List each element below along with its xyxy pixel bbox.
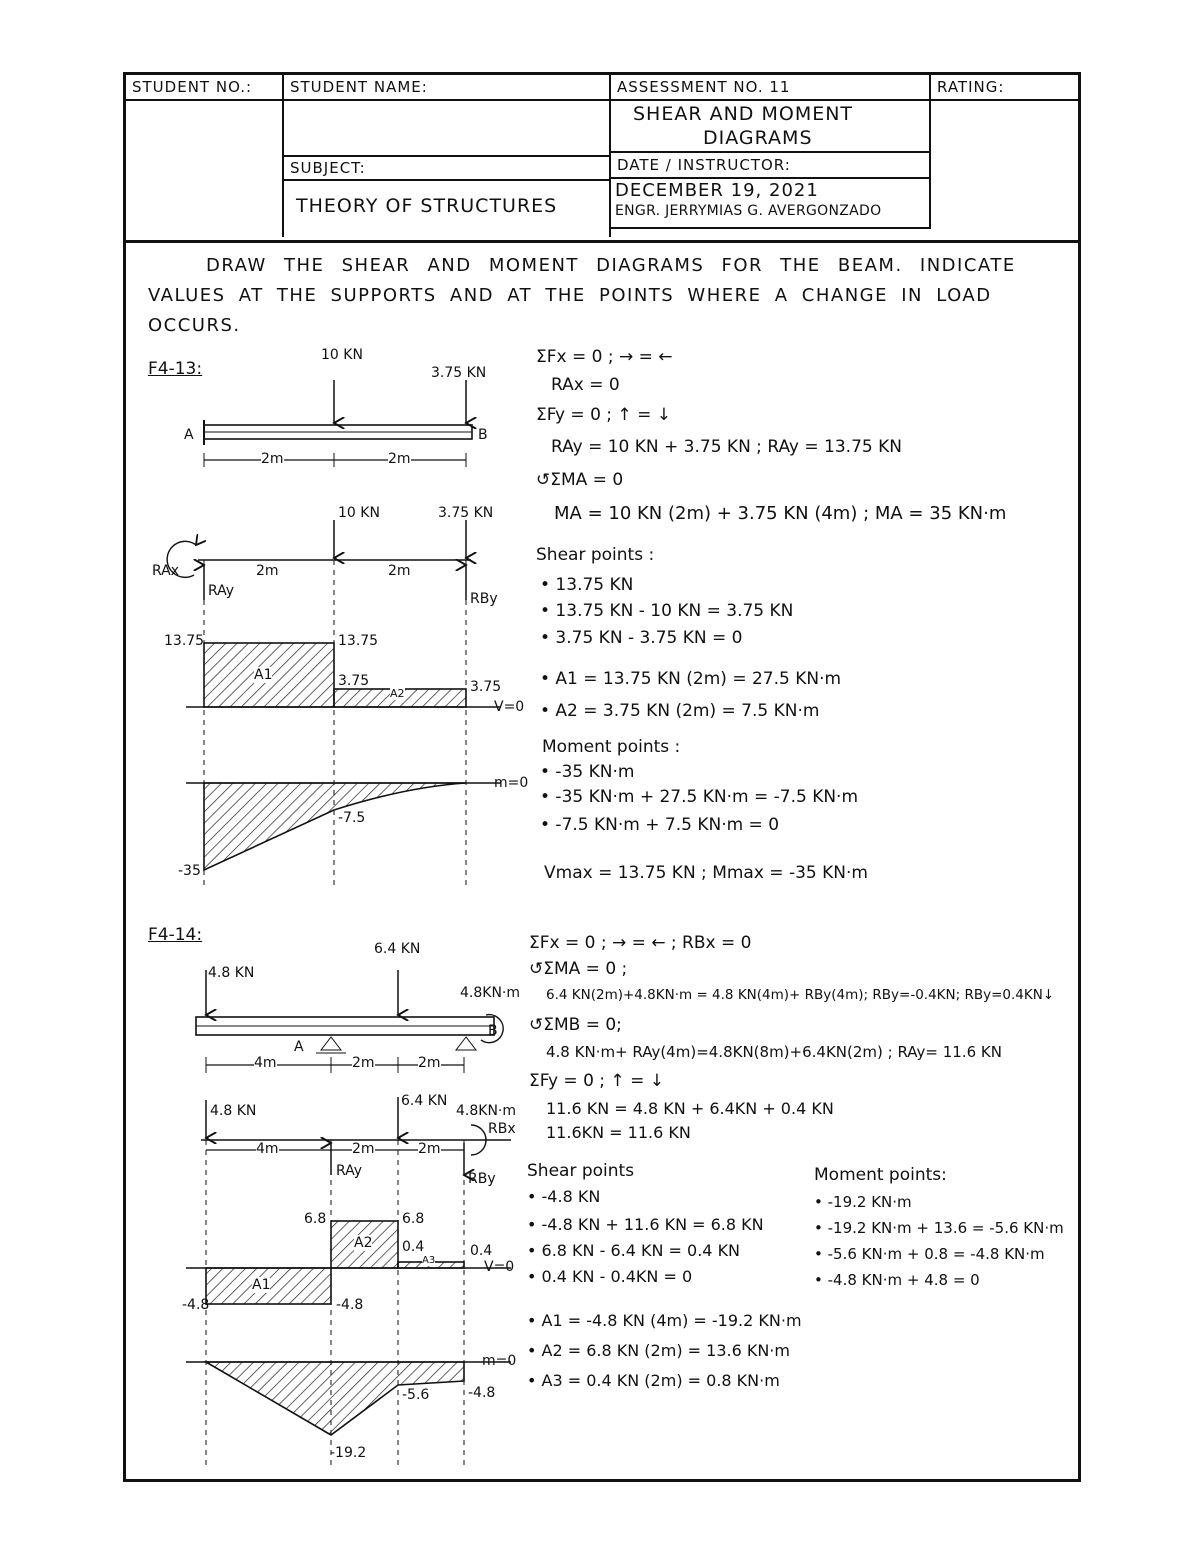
p14-beam-dim1: 4m [254, 1055, 277, 1071]
p14-fbd-ray: RAy [336, 1163, 363, 1179]
p14-moment-pt-3: • -4.8 KN·m + 4.8 = 0 [814, 1271, 980, 1289]
instruction-line2: VALUES AT THE SUPPORTS AND AT THE POINTS WHERE A CHANGE IN LOAD [148, 285, 992, 306]
p14-moment-pt-2: • -5.6 KN·m + 0.8 = -4.8 KN·m [814, 1245, 1045, 1263]
p13-moment-title: Moment points : [542, 737, 681, 757]
p13-moment-pt-1: • -35 KN·m + 27.5 KN·m = -7.5 KN·m [540, 787, 859, 807]
p14-eq-1: ↺ΣMA = 0 ; [529, 959, 628, 979]
subject-value: THEORY OF STRUCTURES [296, 195, 558, 217]
moment-diagram-13 [186, 783, 501, 870]
p14-moment-pt-0: • -19.2 KN·m [814, 1193, 912, 1211]
p13-fbd-load1: 10 KN [338, 505, 380, 521]
p14-shear-pt-0: • -4.8 KN [527, 1187, 601, 1206]
p14-v5: 0.4 [402, 1239, 425, 1255]
beam-13 [204, 380, 472, 467]
student-no-label: STUDENT NO.: [132, 78, 253, 96]
p13-fbd-rax: RAx [152, 563, 180, 579]
p14-v6: 0.4 [470, 1243, 493, 1259]
p13-area-1: • A2 = 3.75 KN (2m) = 7.5 KN·m [540, 701, 820, 721]
p13-v4: 3.75 [470, 679, 502, 695]
p14-eq-3: ↺ΣMB = 0; [529, 1015, 622, 1035]
p14-a2: A2 [354, 1235, 373, 1251]
p14-area-1: • A2 = 6.8 KN (2m) = 13.6 KN·m [527, 1341, 790, 1360]
p13-eq-4: ↺ΣMA = 0 [536, 470, 624, 490]
p14-shear-pt-3: • 0.4 KN - 0.4KN = 0 [527, 1267, 693, 1286]
p14-m2: -5.6 [402, 1387, 430, 1403]
p13-eq-2: ΣFy = 0 ; ↑ = ↓ [536, 405, 671, 425]
p13-shear-title: Shear points : [536, 545, 655, 565]
p14-eq-7: 11.6KN = 11.6 KN [546, 1123, 691, 1142]
instruction-line3: OCCURS. [148, 315, 241, 336]
p13-beam-dim1: 2m [261, 451, 284, 467]
p14-fbd-moment: 4.8KN·m [456, 1103, 517, 1119]
p14-fbd-load1: 4.8 KN [210, 1103, 257, 1119]
p14-beam-b: B [488, 1023, 498, 1039]
title-line1: SHEAR AND MOMENT [633, 103, 854, 125]
p13-eq-5: MA = 10 KN (2m) + 3.75 KN (4m) ; MA = 35 KN·m [554, 503, 1007, 524]
p14-area-0: • A1 = -4.8 KN (4m) = -19.2 KN·m [527, 1311, 802, 1330]
p14-m-axis: m=0 [482, 1353, 517, 1369]
p14-fbd-rby: RBy [468, 1171, 496, 1187]
p14-v1: -4.8 [182, 1297, 210, 1313]
p14-moment-pt-1: • -19.2 KN·m + 13.6 = -5.6 KN·m [814, 1219, 1064, 1237]
assessment-sheet [123, 72, 1081, 1482]
p14-a3: A3 [422, 1255, 436, 1266]
p14-moment-title: Moment points: [814, 1165, 947, 1185]
p13-fbd-rby: RBy [470, 591, 498, 607]
p14-v2: -4.8 [336, 1297, 364, 1313]
p14-beam-load1: 4.8 KN [208, 965, 255, 981]
p13-v3: 3.75 [338, 673, 370, 689]
p14-fbd-dim2: 2m [352, 1141, 375, 1157]
rating-label: RATING: [937, 78, 1005, 96]
p14-m1: -19.2 [330, 1445, 367, 1461]
p14-beam-a: A [294, 1039, 304, 1055]
p13-eq-0: ΣFx = 0 ; → = ← [536, 347, 673, 367]
p14-a1: A1 [252, 1277, 271, 1293]
beam-14 [196, 970, 503, 1073]
p13-beam-load1: 10 KN [321, 347, 363, 363]
p14-beam-dim2: 2m [352, 1055, 375, 1071]
p14-fbd-rbx: RBx [488, 1121, 516, 1137]
p14-beam-moment: 4.8KN·m [460, 985, 521, 1001]
date-label: DATE / INSTRUCTOR: [617, 156, 791, 174]
p13-m-axis: m=0 [494, 775, 529, 791]
p13-shear-pt-2: • 3.75 KN - 3.75 KN = 0 [540, 628, 743, 648]
p14-beam-load2: 6.4 KN [374, 941, 421, 957]
p14-shear-pt-2: • 6.8 KN - 6.4 KN = 0.4 KN [527, 1241, 741, 1260]
p14-eq-2: 6.4 KN(2m)+4.8KN·m = 4.8 KN(4m)+ RBy(4m); RBy=-0.4KN; RBy=0.4KN↓ [546, 987, 1055, 1003]
problem-13-label: F4-13: [148, 359, 203, 379]
p13-v2: 13.75 [338, 633, 379, 649]
student-name-label: STUDENT NAME: [290, 78, 428, 96]
p14-eq-4: 4.8 KN·m+ RAy(4m)=4.8KN(8m)+6.4KN(2m) ; RAy= 11.6 KN [546, 1043, 1002, 1061]
p13-v-axis: V=0 [494, 699, 525, 715]
p14-shear-pt-1: • -4.8 KN + 11.6 KN = 6.8 KN [527, 1215, 764, 1234]
p13-beam-a: A [184, 427, 194, 443]
date-value: DECEMBER 19, 2021 [615, 180, 819, 201]
p14-fbd-dim3: 2m [418, 1141, 441, 1157]
assessment-label: ASSESSMENT NO. 11 [617, 78, 791, 96]
instruction-line1: DRAW THE SHEAR AND MOMENT DIAGRAMS FOR THE BEAM. INDICATE [206, 255, 1016, 276]
p14-fbd-dim1: 4m [256, 1141, 279, 1157]
p14-fbd-load2: 6.4 KN [401, 1093, 448, 1109]
p13-a1: A1 [254, 667, 273, 683]
p13-fbd-dim2: 2m [388, 563, 411, 579]
p14-v3: 6.8 [304, 1211, 327, 1227]
p13-m1: -35 [178, 863, 201, 879]
p14-m3: -4.8 [468, 1385, 496, 1401]
p13-area-0: • A1 = 13.75 KN (2m) = 27.5 KN·m [540, 669, 842, 689]
moment-diagram-14 [186, 1362, 511, 1435]
shear-diagram-14 [186, 1221, 511, 1304]
p13-beam-load2: 3.75 KN [431, 365, 487, 381]
p14-beam-dim3: 2m [418, 1055, 441, 1071]
p13-m2: -7.5 [338, 810, 366, 826]
problem-14-label: F4-14: [148, 925, 203, 945]
p13-a2: A2 [390, 687, 405, 700]
p14-eq-6: 11.6 KN = 4.8 KN + 6.4KN + 0.4 KN [546, 1099, 834, 1118]
title-line2: DIAGRAMS [703, 127, 813, 149]
p14-shear-title: Shear points [527, 1161, 635, 1181]
p13-fbd-dim1: 2m [256, 563, 279, 579]
p13-beam-dim2: 2m [388, 451, 411, 467]
p14-eq-5: ΣFy = 0 ; ↑ = ↓ [529, 1071, 664, 1091]
instructor-value: ENGR. JERRYMIAS G. AVERGONZADO [615, 203, 882, 219]
p13-beam-b: B [478, 427, 488, 443]
p13-eq-3: RAy = 10 KN + 3.75 KN ; RAy = 13.75 KN [551, 437, 902, 457]
p13-shear-pt-1: • 13.75 KN - 10 KN = 3.75 KN [540, 601, 794, 621]
p13-moment-pt-2: • -7.5 KN·m + 7.5 KN·m = 0 [540, 815, 780, 835]
p14-area-2: • A3 = 0.4 KN (2m) = 0.8 KN·m [527, 1371, 780, 1390]
p13-eq-1: RAx = 0 [551, 375, 620, 395]
p13-max: Vmax = 13.75 KN ; Mmax = -35 KN·m [544, 863, 868, 883]
p13-shear-pt-0: • 13.75 KN [540, 575, 634, 595]
p14-eq-0: ΣFx = 0 ; → = ← ; RBx = 0 [529, 933, 752, 953]
subject-label: SUBJECT: [290, 159, 366, 177]
p14-v-axis: V=0 [484, 1259, 515, 1275]
p13-moment-pt-0: • -35 KN·m [540, 762, 635, 782]
p13-fbd-ray: RAy [208, 583, 235, 599]
p13-fbd-load2: 3.75 KN [438, 505, 494, 521]
p13-v1: 13.75 [164, 633, 205, 649]
p14-v4: 6.8 [402, 1211, 425, 1227]
